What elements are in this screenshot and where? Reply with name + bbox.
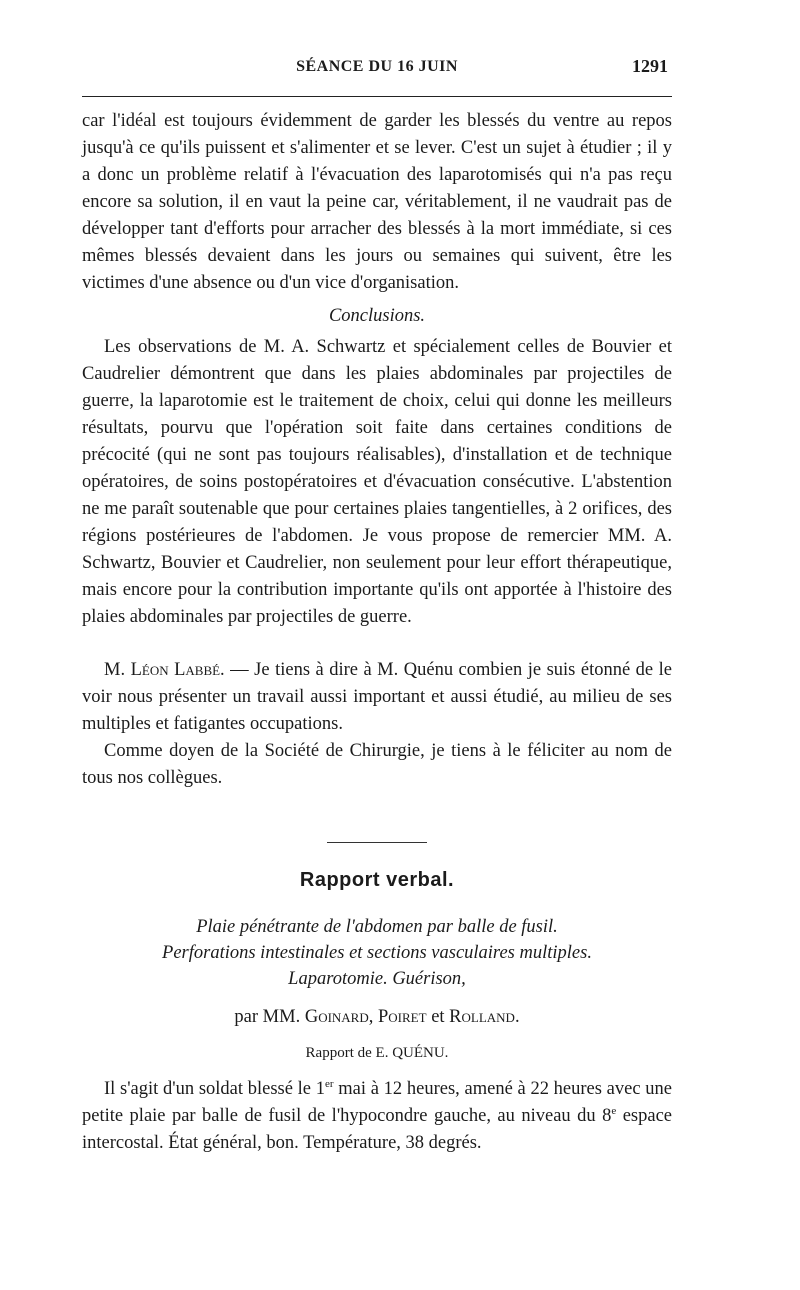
header-title: SÉANCE DU 16 JUIN (296, 58, 458, 75)
author-rolland: Rolland (449, 1007, 515, 1027)
subtitle-line-3: Laparotomie. Guérison, (288, 969, 466, 989)
header-rule (82, 96, 672, 97)
body-text (82, 108, 672, 1157)
author-poiret: Poiret (378, 1007, 427, 1027)
authors-separator: , (368, 1007, 378, 1027)
conclusions-heading: Conclusions. (328, 306, 426, 326)
rapport-subtitle (82, 914, 672, 992)
superscript-e: e (611, 1104, 617, 1117)
case-text-1: Il s'agit d'un soldat blessé le 1 (104, 1079, 325, 1099)
paragraph-labbe-2: Comme doyen de la Société de Chirurgie, je tiens à le féliciter au nom de tous nos collègues. (82, 741, 672, 788)
superscript-er: er (325, 1077, 334, 1090)
paragraph-labbe (82, 657, 672, 738)
paragraph-continuation: car l'idéal est toujours évidemment de garder les blessés du ventre au repos jusqu'à ce qu'ils puissent et s'alimenter et se lever. C'est un sujet à étudier ; il y a donc un problème relatif à l'évacuation des laparotomisés qui n'a pas reçu encore sa solution, il en vaut la peine car, véritablement, il ne vaudrait pas de développer tant d'efforts pour arracher des blessés à la mort immédiate, si ces mêmes blessés devaient dans les jours ou semaines qui suivent, être les victimes d'une absence ou d'un vice d'organisation. (82, 111, 672, 293)
authors-separator: et (426, 1007, 450, 1027)
authors-prefix: par MM. (234, 1007, 305, 1027)
rapport-title: Rapport verbal. (299, 869, 455, 891)
case-text-3: espace intercostal. État général, bon. Température, 38 degrés. (82, 1106, 672, 1153)
section-divider (327, 842, 427, 843)
paragraph-case (82, 1076, 672, 1157)
rapporteur: Rapport de E. QUÉNU. (305, 1045, 449, 1061)
speaker-name: Léon Labbé. (130, 660, 225, 680)
paragraph-conclusions: Les observations de M. A. Schwartz et spécialement celles de Bouvier et Caudrelier démontrent que dans les plaies abdominales par projectiles de guerre, la laparotomie est le traitement de choix, celui qui donne les meilleurs résultats, pourvu que l'opération soit faite dans certaines conditions de précocité (qui ne sont pas toujours réalisables), d'installation et de technique opératoires, de soins postopératoires et d'évacuation consécutive. L'abstention ne me paraît soutenable que pour certaines plaies tangentielles, à 2 orifices, des régions postérieures de l'abdomen. Je vous propose de remercier MM. A. Schwartz, Bouvier et Caudrelier, non seulement pour leur effort thérapeutique, mais encore pour la contribution importante qu'ils ont apportée à l'histoire des plaies abdominales par projectiles de guerre. (82, 337, 672, 627)
rapport-authors (82, 1004, 672, 1030)
subtitle-line-2: Perforations intestinales et sections vasculaires multiples. (162, 943, 592, 963)
page-number: 1291 (632, 56, 668, 76)
subtitle-line-1: Plaie pénétrante de l'abdomen par balle de fusil. (196, 917, 558, 937)
author-goinard: Goinard (304, 1007, 369, 1027)
labbe-prefix: M. (104, 660, 131, 680)
labbe-text: — Je tiens à dire à M. Quénu combien je suis étonné de le voir nous présenter un travail aussi important et aussi étudié, au milieu de ses multiples et fatigantes occupations. (82, 660, 672, 734)
running-header (82, 58, 672, 82)
case-text-2: mai à 12 heures, amené à 22 heures avec une petite plaie par balle de fusil de l'hypocondre gauche, au niveau du 8 (82, 1079, 672, 1126)
authors-suffix: . (514, 1007, 520, 1027)
